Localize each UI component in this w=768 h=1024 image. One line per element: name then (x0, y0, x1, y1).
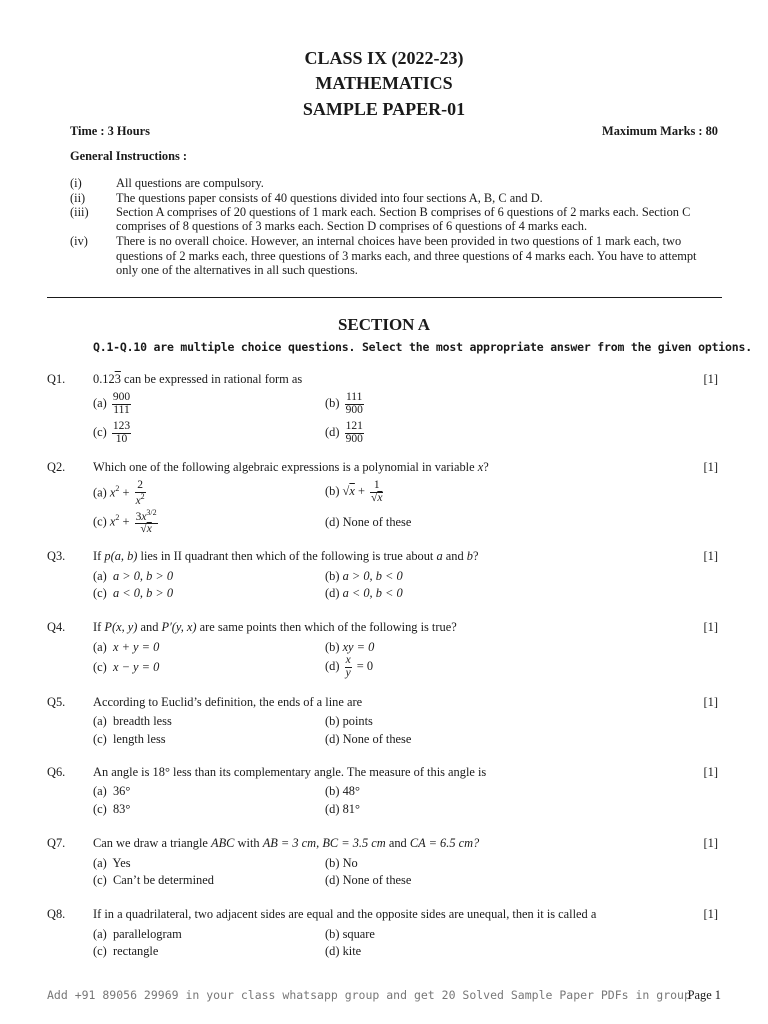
instruction-line: The questions paper consists of 40 questions divided into four sections A, B, C and D. (116, 191, 543, 205)
title-class: CLASS IX (2022-23) (304, 48, 464, 68)
option-a: (a) parallelogram (93, 927, 182, 941)
option-c: (c) 83° (93, 802, 131, 816)
option-d: (d) 81° (325, 802, 360, 816)
instruction-number: (iv) (70, 234, 88, 248)
instruction-number: (iii) (70, 205, 89, 219)
question-number: Q8. (47, 907, 66, 921)
marks-badge: [1] (703, 372, 718, 386)
section-subtitle: Q.1-Q.10 are multiple choice questions. Select the most appropriate answer from the given options. (93, 340, 752, 354)
instruction-line: questions of 2 marks each, three questions of 3 marks each, and three questions of 4 marks each. You have to attempt (116, 249, 697, 263)
question-number: Q4. (47, 620, 66, 634)
question-text: If in a quadrilateral, two adjacent sides are equal and the opposite sides are unequal, then it is called a (93, 907, 597, 921)
question-number: Q7. (47, 836, 66, 850)
option-a: (a) $\frac{900}{111}$ (93, 391, 131, 416)
question-text: Can we draw a triangle ABC with AB = 3 cm, BC = 3.5 cm and CA = 6.5 cm? (93, 836, 480, 850)
question-text: If P(x, y) and P′(y, x) are same points then which of the following is true? (93, 620, 457, 634)
instruction-line: comprises of 8 questions of 3 marks each. Section D comprises of 6 questions of 4 marks each. (116, 219, 588, 233)
page-number: Page 1 (687, 988, 721, 1002)
marks-badge: [1] (703, 549, 718, 563)
instruction-number: (ii) (70, 191, 86, 205)
question-number: Q2. (47, 460, 66, 474)
general-instructions-heading: General Instructions : (70, 149, 188, 163)
option-b: (b) xy = 0 (325, 640, 375, 654)
option-b: (b) a > 0, b < 0 (325, 569, 403, 583)
question-text: Which one of the following algebraic expressions is a polynomial in variable x? (93, 460, 489, 474)
option-d: (d) None of these (325, 732, 412, 746)
instruction-line: Section A comprises of 20 questions of 1 mark each. Section B comprises of 6 questions of 2 marks each. Section C (116, 205, 691, 219)
option-b: (b) √x + $\frac{1}{√x}$ (325, 479, 383, 504)
option-b: (b) points (325, 714, 373, 728)
option-d: (d) $\frac{121}{900}$ (325, 420, 363, 445)
marks-badge: [1] (703, 695, 718, 709)
option-a: (a) a > 0, b > 0 (93, 569, 174, 583)
marks-badge: [1] (703, 620, 718, 634)
option-a: (a) Yes (93, 856, 131, 870)
question-number: Q3. (47, 549, 66, 563)
section-title: SECTION A (337, 315, 431, 334)
instruction-line: There is no overall choice. However, an internal choices have been provided in two questions of 1 mark each, two (116, 234, 682, 248)
option-c: (c) $\frac{123}{10}$ (93, 420, 131, 445)
marks-badge: [1] (703, 765, 718, 779)
marks-badge: [1] (703, 836, 718, 850)
option-b: (b) $\frac{111}{900}$ (325, 391, 363, 416)
title-paper: SAMPLE PAPER-01 (302, 99, 466, 119)
title-subject: MATHEMATICS (315, 73, 453, 93)
question-text: 0.123 can be expressed in rational form as (93, 372, 303, 386)
option-a: (a) 36° (93, 784, 131, 798)
question-number: Q6. (47, 765, 66, 779)
option-b: (b) No (325, 856, 358, 870)
instruction-number: (i) (70, 176, 82, 190)
option-d: (d) kite (325, 944, 362, 958)
option-c: (c) Can’t be determined (93, 873, 214, 887)
question-number: Q1. (47, 372, 66, 386)
question-text: An angle is 18° less than its complementary angle. The measure of this angle is (93, 765, 487, 779)
question-text: If p(a, b) lies in II quadrant then which of the following is true about a and b? (93, 549, 479, 563)
option-d: (d) a < 0, b < 0 (325, 586, 403, 600)
option-c: (c) a < 0, b > 0 (93, 586, 174, 600)
time-label: Time : 3 Hours (70, 124, 150, 138)
option-c: (c) $x^2$ + $\frac{3x^{3/2}}{√x}$ (93, 508, 157, 536)
option-c: (c) rectangle (93, 944, 159, 958)
option-a: (a) breadth less (93, 714, 172, 728)
option-a: (a) x + y = 0 (93, 640, 160, 654)
option-d: (d) None of these (325, 873, 412, 887)
option-d: (d) $\frac{x}{y}$ = 0 (325, 654, 374, 679)
option-d: (d) None of these (325, 515, 412, 529)
instruction-line: only one of the alternatives in all such questions. (116, 263, 358, 277)
instruction-line: All questions are compulsory. (116, 176, 264, 190)
option-b: (b) 48° (325, 784, 360, 798)
option-c: (c) x − y = 0 (93, 660, 160, 674)
question-text: According to Euclid’s definition, the ends of a line are (93, 695, 363, 709)
option-c: (c) length less (93, 732, 166, 746)
option-a: (a) $x^2$ + $\frac{2}{x^2}$ (93, 479, 145, 507)
marks-badge: [1] (703, 907, 718, 921)
question-number: Q5. (47, 695, 66, 709)
footer-promo: Add +91 89056 29969 in your class whatsapp group and get 20 Solved Sample Paper PDFs in group (47, 988, 691, 1002)
max-marks-label: Maximum Marks : 80 (602, 124, 718, 138)
section-divider (47, 297, 722, 298)
marks-badge: [1] (703, 460, 718, 474)
option-b: (b) square (325, 927, 375, 941)
